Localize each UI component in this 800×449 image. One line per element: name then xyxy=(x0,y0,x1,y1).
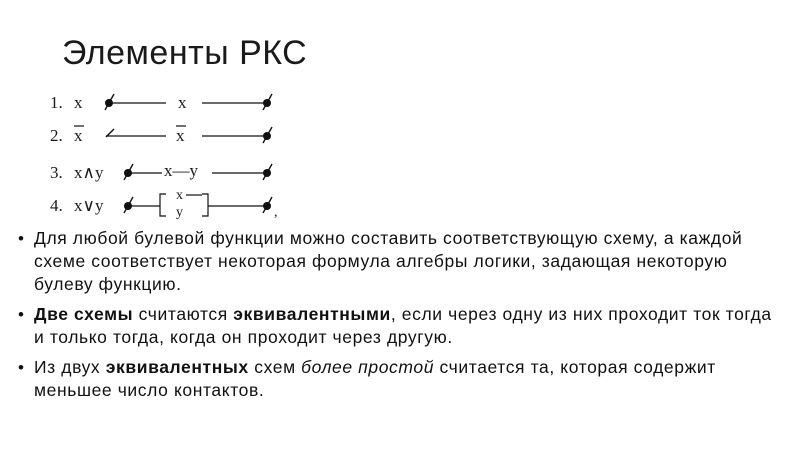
bullet-3-bold-equivalent: эквивалентных xyxy=(105,357,249,377)
row-4-label: x∨y xyxy=(74,196,104,215)
row-2-contact: x xyxy=(176,126,185,145)
row-4-left-bracket xyxy=(160,194,166,216)
bullet-item-2 xyxy=(18,303,778,349)
bullet-marker: • xyxy=(18,229,25,248)
bullet-marker: • xyxy=(18,358,25,377)
row-4-trailing-comma: , xyxy=(274,205,278,220)
row-1-number: 1. xyxy=(50,93,63,112)
bullet-2-text-a: считаются xyxy=(133,304,234,324)
bullet-3-text-b: схем xyxy=(248,357,302,377)
bullet-2-bold-term: Две схемы xyxy=(34,304,134,324)
row-1-contact: x xyxy=(178,93,187,112)
circuit-elements-figure xyxy=(48,86,288,222)
row-1-label: x xyxy=(74,93,83,112)
row-3-number: 3. xyxy=(50,163,63,182)
bullet-2-bold-equivalent: эквивалентными xyxy=(233,304,391,324)
bullet-item-1 xyxy=(18,227,778,296)
row-2-label: x xyxy=(74,126,83,145)
row-4-right-bracket xyxy=(202,194,208,216)
row-3-contact: x—y xyxy=(164,161,198,180)
bullet-3-text-a: Из двух xyxy=(34,357,106,377)
bullet-1-text: Для любой булевой функции можно составить соответствующую схему, а каждой схеме соответствует некоторая формула алгебры логики, задающая некоторую булеву функцию. xyxy=(34,228,743,294)
bullet-item-3 xyxy=(18,356,778,402)
bullet-3-text-c: считается та, которая содержит меньшее число контактов. xyxy=(34,357,716,400)
row-3-label: x∧y xyxy=(74,163,104,182)
row-4-number: 4. xyxy=(50,196,63,215)
bullet-3-italic-simpler: более простой xyxy=(301,357,435,377)
row-4-contact-top: x xyxy=(176,188,183,203)
circuit-diagram xyxy=(48,86,288,222)
row-2-number: 2. xyxy=(50,126,63,145)
bullet-list xyxy=(18,227,778,409)
bullet-marker: • xyxy=(18,305,25,324)
bullet-2-text-b: , если через одну из них проходит ток тогда и только тогда, когда он проходит через другую. xyxy=(34,304,772,347)
slide-title: Элементы РКС xyxy=(62,34,308,72)
row-4-contact-bottom: y xyxy=(176,205,183,220)
